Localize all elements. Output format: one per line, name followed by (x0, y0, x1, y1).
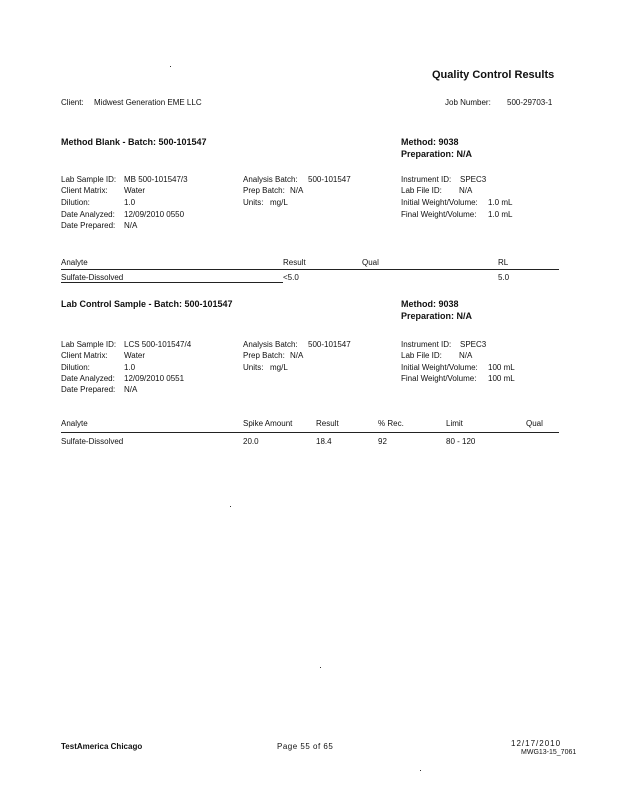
lcs-method: Method: 9038 (401, 299, 459, 309)
mb-row-rl: 5.0 (498, 273, 510, 282)
lcs-col-qual: Qual (526, 419, 543, 428)
lcs-row-spike-amount: 20.0 (243, 437, 259, 446)
mb-table-rule (61, 269, 559, 270)
job-number-label: Job Number: (445, 98, 491, 107)
lcs-lab-file-id-value: N/A (459, 351, 473, 360)
lcs-dilution-label: Dilution: (61, 363, 90, 372)
mb-col-result: Result (283, 258, 306, 267)
client-value: Midwest Generation EME LLC (94, 98, 202, 107)
scan-speck (230, 506, 231, 507)
mb-instrument-id-value: SPEC3 (460, 175, 487, 184)
lcs-analysis-batch-label: Analysis Batch: (243, 340, 298, 349)
lcs-heading: Lab Control Sample - Batch: 500-101547 (61, 299, 233, 309)
scan-speck (170, 66, 171, 67)
lcs-date-prepared-label: Date Prepared: (61, 385, 116, 394)
mb-row-analyte: Sulfate-Dissolved (61, 273, 124, 282)
lcs-date-prepared-value: N/A (124, 385, 138, 394)
footer-code: MWG13-15_7061 (521, 749, 577, 756)
lcs-client-matrix-label: Client Matrix: (61, 351, 108, 360)
lcs-row-result: 18.4 (316, 437, 332, 446)
mb-analysis-batch-label: Analysis Batch: (243, 175, 298, 184)
lcs-instrument-id-value: SPEC3 (460, 340, 487, 349)
lcs-date-analyzed-label: Date Analyzed: (61, 374, 115, 383)
lcs-dilution-value: 1.0 (124, 363, 136, 372)
mb-date-prepared-value: N/A (124, 221, 138, 230)
mb-units-value: mg/L (270, 198, 288, 207)
lcs-col-rec: % Rec. (378, 419, 404, 428)
method-blank-method: Method: 9038 (401, 137, 459, 147)
lcs-date-analyzed-value: 12/09/2010 0551 (124, 374, 185, 383)
mb-dilution-value: 1.0 (124, 198, 136, 207)
scan-speck (320, 667, 321, 668)
mb-units-label: Units: (243, 198, 264, 207)
lcs-row-rec: 92 (378, 437, 387, 446)
lcs-preparation: Preparation: N/A (401, 311, 473, 321)
mb-col-qual: Qual (362, 258, 379, 267)
method-blank-preparation: Preparation: N/A (401, 149, 473, 159)
lcs-prep-batch-label: Prep Batch: (243, 351, 285, 360)
mb-col-analyte: Analyte (61, 258, 88, 267)
mb-instrument-id-label: Instrument ID: (401, 175, 452, 184)
lcs-final-volume-label: Final Weight/Volume: (401, 374, 477, 383)
client-label: Client: (61, 98, 84, 107)
mb-date-analyzed-value: 12/09/2010 0550 (124, 210, 185, 219)
mb-date-analyzed-label: Date Analyzed: (61, 210, 115, 219)
method-blank-heading: Method Blank - Batch: 500-101547 (61, 137, 207, 147)
lcs-row-analyte: Sulfate-Dissolved (61, 437, 124, 446)
mb-lab-file-id-label: Lab File ID: (401, 186, 442, 195)
mb-row-rule (61, 282, 283, 283)
mb-initial-volume-value: 1.0 mL (488, 198, 513, 207)
lcs-row-limit: 80 - 120 (446, 437, 476, 446)
lcs-initial-volume-value: 100 mL (488, 363, 515, 372)
mb-date-prepared-label: Date Prepared: (61, 221, 116, 230)
mb-final-volume-value: 1.0 mL (488, 210, 513, 219)
mb-row-result: <5.0 (283, 273, 299, 282)
lcs-col-analyte: Analyte (61, 419, 88, 428)
mb-dilution-label: Dilution: (61, 198, 90, 207)
lcs-final-volume-value: 100 mL (488, 374, 515, 383)
mb-client-matrix-label: Client Matrix: (61, 186, 108, 195)
lcs-initial-volume-label: Initial Weight/Volume: (401, 363, 478, 372)
mb-lab-sample-id-value: MB 500-101547/3 (124, 175, 188, 184)
lcs-instrument-id-label: Instrument ID: (401, 340, 452, 349)
footer-page: Page 55 of 65 (277, 742, 334, 751)
lcs-lab-sample-id-value: LCS 500-101547/4 (124, 340, 192, 349)
footer-date: 12/17/2010 (511, 739, 562, 748)
footer-company: TestAmerica Chicago (61, 742, 143, 751)
mb-analysis-batch-value: 500-101547 (308, 175, 351, 184)
lcs-lab-file-id-label: Lab File ID: (401, 351, 442, 360)
mb-lab-file-id-value: N/A (459, 186, 473, 195)
lcs-prep-batch-value: N/A (290, 351, 304, 360)
mb-prep-batch-label: Prep Batch: (243, 186, 285, 195)
mb-lab-sample-id-label: Lab Sample ID: (61, 175, 117, 184)
lcs-lab-sample-id-label: Lab Sample ID: (61, 340, 117, 349)
job-number-value: 500-29703-1 (507, 98, 553, 107)
mb-initial-volume-label: Initial Weight/Volume: (401, 198, 478, 207)
mb-col-rl: RL (498, 258, 509, 267)
mb-final-volume-label: Final Weight/Volume: (401, 210, 477, 219)
lcs-col-limit: Limit (446, 419, 463, 428)
lcs-client-matrix-value: Water (124, 351, 146, 360)
lcs-table-rule (61, 432, 559, 433)
lcs-units-value: mg/L (270, 363, 288, 372)
mb-prep-batch-value: N/A (290, 186, 304, 195)
lcs-col-result: Result (316, 419, 339, 428)
page-title: Quality Control Results (432, 69, 555, 81)
lcs-col-spike-amount: Spike Amount (243, 419, 293, 428)
scan-speck (420, 770, 421, 771)
lcs-units-label: Units: (243, 363, 264, 372)
mb-client-matrix-value: Water (124, 186, 146, 195)
lcs-analysis-batch-value: 500-101547 (308, 340, 351, 349)
